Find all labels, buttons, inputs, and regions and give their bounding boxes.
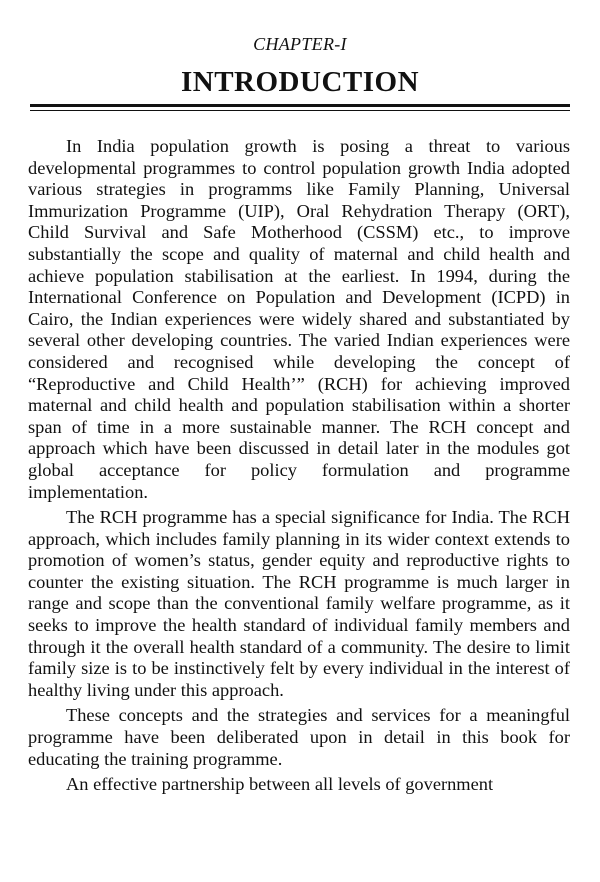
paragraph-3: These concepts and the strategies and services for a meaningful programme have been deliberated upon in detail in this book for educating the training programme. — [28, 705, 570, 769]
page-title: INTRODUCTION — [180, 66, 420, 98]
body-text — [28, 136, 570, 800]
paragraph-2: The RCH programme has a special significance for India. The RCH approach, which includes family planning in its wider context extends to promotion of women’s status, gender equity and reproductive rights to counter the existing situation. The RCH programme is much larger in range and scope than the conventional family welfare programme, as it seeks to improve the health standard of individual family members and through it the overall health standard of a community. The desire to limit family size is to be instinctively felt by every individual in the interest of healthy living under this approach. — [28, 507, 570, 700]
title-rule-thick — [30, 104, 570, 107]
title-rule-thin — [30, 110, 570, 111]
paragraph-4: An effective partnership between all levels of government — [66, 774, 494, 795]
paragraph-1: In India population growth is posing a threat to various developmental programmes to control population growth India adopted various strategies in programms like Family Planning, Universal Immurization Programme (UIP), Oral Rehydration Therapy (ORT), Child Survival and Safe Motherhood (CSSM) etc., to improve substantially the scope and quality of maternal and child health and achieve population stabilisation at the earliest. In 1994, during the International Conference on Population and Development (ICPD) in Cairo, the Indian experiences were widely shared and substantiated by several other developing countries. The varied Indian experiences were considered and recognised while developing the concept of “Reproductive and Child Health’” (RCH) for achieving improved maternal and child health and population stabilisation within a shorter span of time in a more sustainable manner. The RCH concept and approach which have been discussed in detail later in the modules got global acceptance for policy formulation and programme implementation. — [28, 136, 570, 502]
chapter-label: CHAPTER-I — [253, 34, 347, 54]
